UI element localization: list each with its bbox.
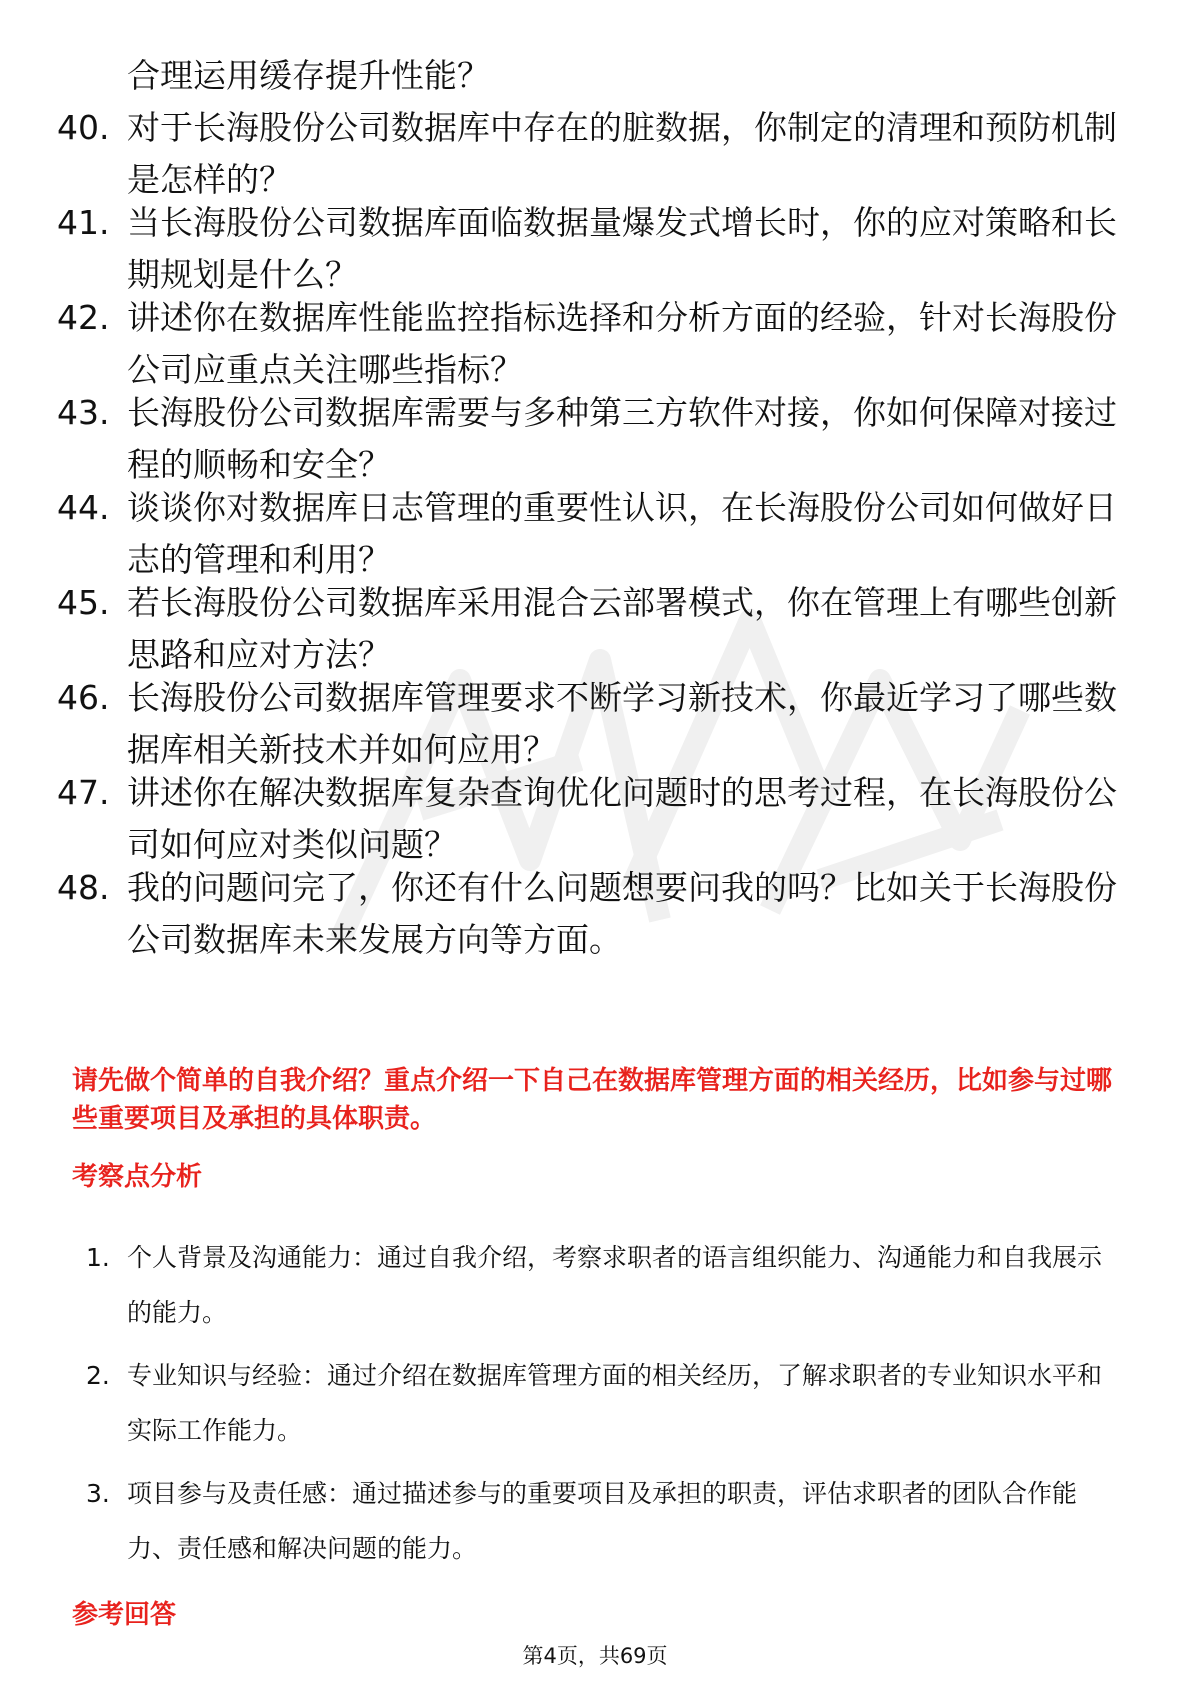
reference-title: 参考回答 [72, 1600, 177, 1630]
analysis-title: 考察点分析 [72, 1162, 203, 1192]
highlighted-question: 请先做个简单的自我介绍？重点介绍一下自己在数据库管理方面的相关经历，比如参与过哪些重要项目及承担的具体职责。 [72, 1066, 1113, 1134]
question-number: 47. [57, 773, 110, 812]
question-continuation: 合理运用缓存提升性能？ [127, 56, 490, 95]
question-text: 我的问题问完了，你还有什么问题想要问我的吗？比如关于长海股份公司数据库未来发展方向等方面。 [127, 868, 1117, 959]
question-text: 讲述你在数据库性能监控指标选择和分析方面的经验，针对长海股份公司应重点关注哪些指标？ [127, 298, 1117, 389]
question-text: 对于长海股份公司数据库中存在的脏数据，你制定的清理和预防机制是怎样的？ [127, 108, 1117, 199]
question-number: 42. [57, 298, 110, 337]
question-text: 讲述你在解决数据库复杂查询优化问题时的思考过程，在长海股份公司如何应对类似问题？ [127, 773, 1117, 864]
point-text: 个人背景及沟通能力：通过自我介绍，考察求职者的语言组织能力、沟通能力和自我展示的能力。 [127, 1243, 1103, 1327]
question-number: 43. [57, 393, 110, 432]
question-number: 46. [57, 678, 110, 717]
question-text: 长海股份公司数据库管理要求不断学习新技术，你最近学习了哪些数据库相关新技术并如何应用？ [127, 678, 1117, 769]
question-text: 若长海股份公司数据库采用混合云部署模式，你在管理上有哪些创新思路和应对方法？ [127, 583, 1117, 674]
page-footer: 第4页，共69页 [522, 1644, 668, 1668]
question-number: 44. [57, 488, 110, 527]
point-text: 项目参与及责任感：通过描述参与的重要项目及承担的职责，评估求职者的团队合作能力、责任感和解决问题的能力。 [127, 1479, 1078, 1563]
question-number: 40. [57, 108, 110, 147]
question-number: 48. [57, 868, 110, 907]
point-number: 2. [86, 1361, 110, 1390]
point-number: 1. [86, 1243, 110, 1272]
point-number: 3. [86, 1479, 110, 1508]
question-number: 41. [57, 203, 110, 242]
question-text: 谈谈你对数据库日志管理的重要性认识，在长海股份公司如何做好日志的管理和利用？ [127, 488, 1117, 579]
point-text: 专业知识与经验：通过介绍在数据库管理方面的相关经历，了解求职者的专业知识水平和实际工作能力。 [127, 1361, 1103, 1445]
question-text: 当长海股份公司数据库面临数据量爆发式增长时，你的应对策略和长期规划是什么？ [127, 203, 1117, 294]
question-text: 长海股份公司数据库需要与多种第三方软件对接，你如何保障对接过程的顺畅和安全？ [127, 393, 1117, 484]
question-number: 45. [57, 583, 110, 622]
